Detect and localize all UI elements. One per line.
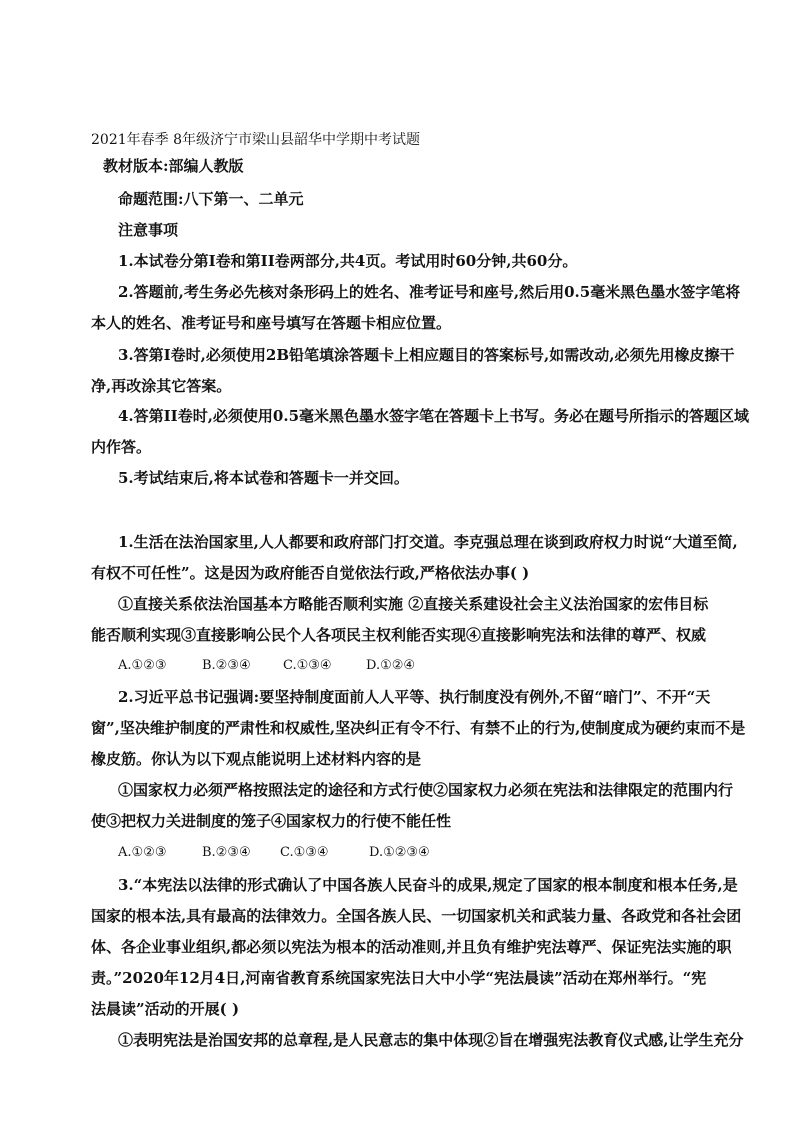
textbook-edition: 教材版本:部编人教版 bbox=[103, 157, 244, 175]
question-3-text: 体、各企业事业组织,都必须以宪法为根本的活动准则,并且负有维护宪法尊严、保证宪法实施的职 bbox=[91, 938, 732, 956]
note-item: 4.答第II卷时,必须使用0.5毫米黑色墨水签字笔在答题卡上书写。务必在题号所指示的答题区域 bbox=[118, 407, 750, 425]
note-item: 净,再改涂其它答案。 bbox=[91, 377, 232, 395]
question-2-option-a: A.①②③ bbox=[118, 845, 167, 860]
notes-heading: 注意事项 bbox=[118, 221, 179, 239]
question-2-option-c: C.①③④ bbox=[280, 845, 329, 860]
question-2-text: 使③把权力关进制度的笼子④国家权力的行使不能任性 bbox=[91, 812, 452, 830]
note-item: 3.答第I卷时,必须使用2B铅笔填涂答题卡上相应题目的答案标号,如需改动,必须先用橡皮擦干 bbox=[118, 346, 735, 364]
question-3-text: 3.“本宪法以法律的形式确认了中国各族人民奋斗的成果,规定了国家的根本制度和根本任务,是 bbox=[118, 876, 738, 894]
question-2-option-d: D.①②③④ bbox=[369, 845, 430, 860]
note-item: 5.考试结束后,将本试卷和答题卡一并交回。 bbox=[118, 469, 409, 487]
question-2-option-b: B.②③④ bbox=[202, 845, 251, 860]
note-item: 内作答。 bbox=[91, 438, 152, 456]
question-3-text: ①表明宪法是治国安邦的总章程,是人民意志的集中体现②旨在增强宪法教育仪式感,让学生充分 bbox=[118, 1031, 744, 1049]
note-item: 2.答题前,考生务必先核对条形码上的姓名、准考证号和座号,然后用0.5毫米黑色墨水签字笔将 bbox=[118, 283, 741, 301]
question-2-text: 2.习近平总书记强调:要坚持制度面前人人平等、执行制度没有例外,不留“暗门”、不开“天 bbox=[118, 688, 711, 706]
question-3-text: 责。”2020年12月4日,河南省教育系统国家宪法日大中小学“宪法晨读”活动在郑州举行。“宪 bbox=[91, 969, 707, 987]
question-3-text: 法晨读”活动的开展( ) bbox=[91, 1000, 240, 1018]
question-1-text: 1.生活在法治国家里,人人都要和政府部门打交道。李克强总理在谈到政府权力时说“大道至简, bbox=[118, 533, 738, 551]
question-1-text: 有权不可任性”。这是因为政府能否自觉依法行政,严格依法办事( ) bbox=[91, 564, 530, 582]
exam-title: 2021年春季 8年级济宁市梁山县韶华中学期中考试题 bbox=[91, 132, 420, 148]
question-2-text: 窗”,坚决维护制度的严肃性和权威性,坚决纠正有令不行、有禁不止的行为,使制度成为硬约束而不是 bbox=[91, 719, 746, 737]
note-item: 1.本试卷分第I卷和第II卷两部分,共4页。考试用时60分钟,共60分。 bbox=[118, 252, 578, 270]
question-1-option-d: D.①②④ bbox=[366, 658, 416, 673]
note-item: 本人的姓名、准考证号和座号填写在答题卡相应位置。 bbox=[91, 314, 452, 332]
question-1-text: ①直接关系依法治国基本方略能否顺利实施 ②直接关系建设社会主义法治国家的宏伟目标 bbox=[118, 595, 709, 613]
question-2-text: 橡皮筋。你认为以下观点能说明上述材料内容的是 bbox=[91, 750, 422, 768]
question-2-text: ①国家权力必须严格按照法定的途径和方式行使②国家权力必须在宪法和法律限定的范围内行 bbox=[118, 781, 734, 799]
question-3-text: 国家的根本法,具有最高的法律效力。全国各族人民、一切国家机关和武装力量、各政党和各社会团 bbox=[91, 907, 742, 925]
question-1-option-a: A.①②③ bbox=[118, 658, 167, 673]
exam-scope: 命题范围:八下第一、二单元 bbox=[118, 190, 304, 208]
question-1-option-c: C.①③④ bbox=[283, 658, 332, 673]
question-1-option-b: B.②③④ bbox=[202, 658, 251, 673]
question-1-text: 能否顺利实现③直接影响公民个人各项民主权利能否实现④直接影响宪法和法律的尊严、权威 bbox=[91, 626, 707, 644]
